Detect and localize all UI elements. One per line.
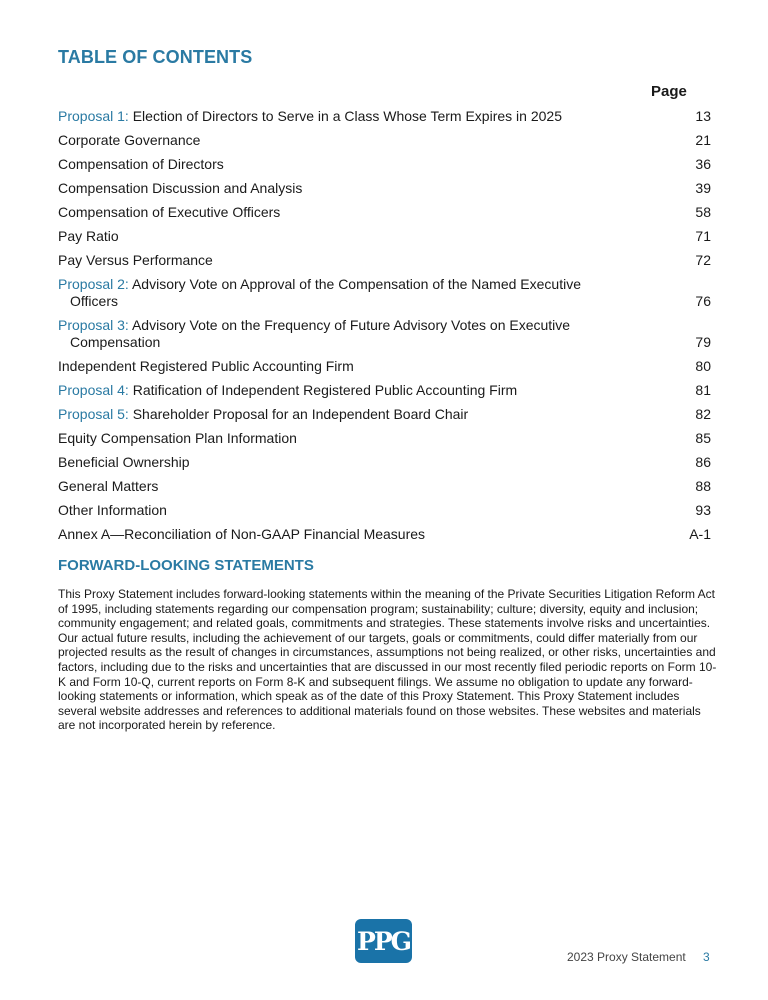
toc-heading: TABLE OF CONTENTS xyxy=(58,47,253,67)
toc-entry-text: Compensation of Directors xyxy=(58,156,224,172)
toc-entry[interactable] xyxy=(58,132,711,149)
toc-entry[interactable] xyxy=(58,478,711,495)
toc-entry-page: 76 xyxy=(695,293,711,309)
toc-entry-page: 80 xyxy=(695,358,711,374)
toc-entry[interactable] xyxy=(58,180,711,197)
toc-entry-text: Other Information xyxy=(58,502,167,518)
footer-document-label: 2023 Proxy Statement xyxy=(567,950,686,964)
toc-entry-text: Beneficial Ownership xyxy=(58,454,190,470)
toc-entry-page: 72 xyxy=(695,252,711,268)
toc-entry-title xyxy=(58,358,354,375)
toc-entry-page: 79 xyxy=(695,334,711,350)
toc-entry-text: General Matters xyxy=(58,478,159,494)
toc-entry-page: 39 xyxy=(695,180,711,196)
toc-entry-page: 88 xyxy=(695,478,711,494)
ppg-logo-icon: PPG xyxy=(355,919,412,963)
toc-entry-continuation: Compensation xyxy=(70,334,161,350)
toc-entry[interactable] xyxy=(58,276,711,310)
toc-entry-title xyxy=(58,430,297,447)
forward-looking-heading: FORWARD-LOOKING STATEMENTS xyxy=(58,557,314,574)
proposal-label: Proposal 4: xyxy=(58,382,129,398)
footer-page-number: 3 xyxy=(703,950,710,964)
toc-entry[interactable] xyxy=(58,406,711,423)
toc-entry-text: Advisory Vote on Approval of the Compensation of the Named Executive xyxy=(131,276,581,292)
toc-entry-page: 13 xyxy=(695,108,711,124)
proposal-label: Proposal 5: xyxy=(58,406,129,422)
toc-entry-text: Independent Registered Public Accounting Firm xyxy=(58,358,354,374)
toc-entry-title xyxy=(58,252,213,269)
toc-entry-title xyxy=(58,406,468,423)
toc-entry-title xyxy=(58,478,158,495)
toc-entry[interactable] xyxy=(58,358,711,375)
toc-entry-text: Advisory Vote on the Frequency of Future Advisory Votes on Executive xyxy=(131,317,571,333)
toc-entry-page: 58 xyxy=(695,204,711,220)
toc-entry-page: 85 xyxy=(695,430,711,446)
toc-entry-title xyxy=(58,156,224,173)
table-of-contents xyxy=(58,108,711,550)
toc-entry[interactable] xyxy=(58,228,711,245)
toc-entry-title xyxy=(58,382,517,399)
proposal-label: Proposal 2: xyxy=(58,276,129,292)
toc-entry-page: 81 xyxy=(695,382,711,398)
toc-entry-title xyxy=(58,180,302,197)
toc-entry-text: Equity Compensation Plan Information xyxy=(58,430,297,446)
toc-entry-page: 71 xyxy=(695,228,711,244)
proposal-label: Proposal 3: xyxy=(58,317,129,333)
toc-entry-text: Pay Versus Performance xyxy=(58,252,213,268)
toc-entry-continuation: Officers xyxy=(70,293,118,309)
forward-looking-body: This Proxy Statement includes forward-looking statements within the meaning of the Private Securities Litigation Reform Act of 1995, including statements regarding our compensation program; sustainability; culture; diversity, equity and inclusion; community engagement; and related goals, commitments and strategies. These statements involve risks and uncertainties. Our actual future results, including the achievement of our targets, goals or commitments, could differ materially from our projected results as the result of changes in circumstances, assumptions not being realized, or other risks, uncertainties and factors, including due to the risks and uncertainties that are discussed in our most recently filed periodic reports on Form 10-K and Form 10-Q, current reports on Form 8-K and subsequent filings. We assume no obligation to update any forward-looking statements or information, which speak as of the date of this Proxy Statement. This Proxy Statement includes several website addresses and references to additional materials found on those websites. These websites and materials are not incorporated herein by reference. xyxy=(58,587,717,733)
toc-entry-title xyxy=(58,454,190,471)
toc-entry-text: Shareholder Proposal for an Independent Board Chair xyxy=(132,406,469,422)
toc-entry-text: Compensation of Executive Officers xyxy=(58,204,281,220)
toc-entry[interactable] xyxy=(58,317,711,351)
toc-entry-text: Election of Directors to Serve in a Class Whose Term Expires in 2025 xyxy=(132,108,562,124)
page-column-label: Page xyxy=(651,83,687,100)
toc-entry[interactable] xyxy=(58,454,711,471)
toc-entry-page: 93 xyxy=(695,502,711,518)
toc-entry-text: Corporate Governance xyxy=(58,132,201,148)
toc-entry-title xyxy=(58,502,167,519)
toc-entry-title xyxy=(58,204,280,221)
toc-entry-text: Pay Ratio xyxy=(58,228,119,244)
toc-entry[interactable] xyxy=(58,252,711,269)
toc-entry[interactable] xyxy=(58,382,711,399)
toc-entry-page: 86 xyxy=(695,454,711,470)
toc-entry[interactable] xyxy=(58,156,711,173)
toc-entry-title xyxy=(58,276,581,310)
toc-entry[interactable] xyxy=(58,526,711,543)
toc-entry-text: Annex A—Reconciliation of Non-GAAP Financial Measures xyxy=(58,526,426,542)
toc-entry-page: 21 xyxy=(695,132,711,148)
toc-entry-title xyxy=(58,526,425,543)
toc-entry[interactable] xyxy=(58,108,711,125)
toc-entry-text: Ratification of Independent Registered Public Accounting Firm xyxy=(132,382,518,398)
toc-entry-text: Compensation Discussion and Analysis xyxy=(58,180,303,196)
toc-entry-title xyxy=(58,132,200,149)
toc-entry-title xyxy=(58,228,119,245)
toc-entry-title xyxy=(58,108,562,125)
toc-entry-page: 36 xyxy=(695,156,711,172)
toc-entry[interactable] xyxy=(58,430,711,447)
toc-entry-page: A-1 xyxy=(689,526,711,542)
toc-entry[interactable] xyxy=(58,204,711,221)
toc-entry-title xyxy=(58,317,570,351)
proposal-label: Proposal 1: xyxy=(58,108,129,124)
toc-entry-page: 82 xyxy=(695,406,711,422)
toc-entry[interactable] xyxy=(58,502,711,519)
